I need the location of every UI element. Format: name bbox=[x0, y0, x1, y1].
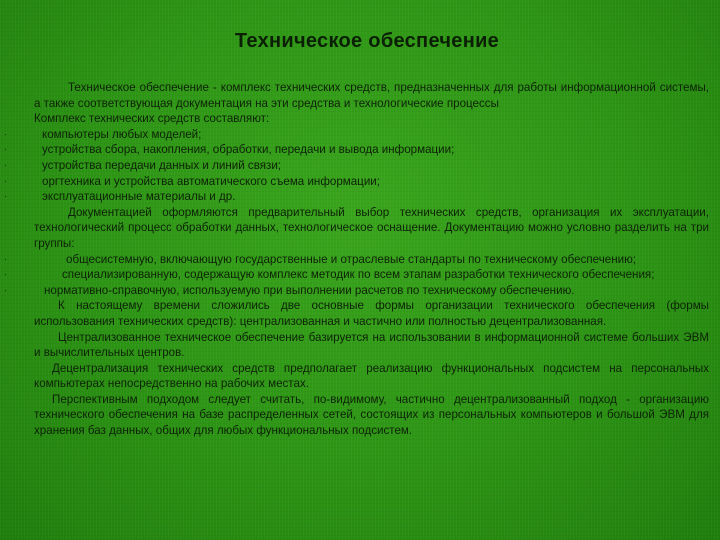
perspective-paragraph: Перспективным подходом следует считать, по-видимому, частично децентрализованный подход - организацию технического обеспечения на базе распределенных сетей, состоящих из персональных компьютеров и большой ЭВМ для хранения баз данных, общих для любых функциональных подсистем. bbox=[34, 392, 709, 438]
bullet-icon: · bbox=[4, 175, 7, 186]
complex-item-text: устройства передачи данных и линий связи; bbox=[42, 158, 282, 172]
documentation-paragraph: Документацией оформляются предварительный выбор технических средств, организация их эксплуатации, технологический процесс обработки данных, технологическое оснащение. Документацию можно условно разделить на три группы: bbox=[34, 205, 709, 250]
doc-item-text: специализированную, содержащую комплекс методик по всем этапам разработки технического обеспечения; bbox=[62, 268, 655, 282]
bullet-icon: · bbox=[4, 144, 7, 155]
complex-item bbox=[4, 158, 709, 174]
complex-item bbox=[4, 189, 709, 205]
centralized-paragraph: Централизованное техническое обеспечение базируется на использовании в информационной системе больших ЭВМ и вычислительных центров. bbox=[34, 330, 709, 360]
complex-item bbox=[4, 174, 709, 190]
bullet-icon: · bbox=[4, 191, 7, 202]
doc-item bbox=[4, 283, 709, 299]
forms-paragraph: К настоящему времени сложились две основные формы организации технического обеспечения (формы использования технических средств): централизованная и частично или полностью децентрализованная. bbox=[34, 299, 709, 328]
complex-item bbox=[4, 142, 709, 158]
complex-item bbox=[4, 127, 709, 143]
slide-body bbox=[4, 80, 709, 439]
bullet-icon: · bbox=[4, 253, 7, 264]
doc-item-text: общесистемную, включающую государственные и отраслевые стандарты по техническому обеспечению; bbox=[66, 252, 637, 266]
bullet-icon: · bbox=[4, 269, 7, 280]
slide-title: Техническое обеспечение bbox=[234, 30, 500, 52]
complex-item-text: компьютеры любых моделей; bbox=[42, 127, 202, 141]
bullet-icon: · bbox=[4, 159, 7, 170]
doc-item bbox=[4, 252, 709, 268]
complex-item-text: устройства сбора, накопления, обработки, передачи и вывода информации; bbox=[42, 143, 455, 157]
doc-item bbox=[4, 267, 709, 283]
doc-item-text: нормативно-справочную, используемую при выполнении расчетов по техническому обеспечению. bbox=[44, 283, 575, 297]
bullet-icon: · bbox=[4, 128, 7, 139]
intro-paragraph: Техническое обеспечение - комплекс технических средств, предназначенных для работы информационной системы, а также соответствующая документация на эти средства и технологические процессы bbox=[34, 81, 709, 110]
bullet-icon: · bbox=[4, 284, 7, 295]
decentralized-paragraph: Децентрализация технических средств предполагает реализацию функциональных подсистем на персональных компьютерах непосредственно на рабочих местах. bbox=[34, 361, 709, 391]
complex-item-text: эксплуатационные материалы и др. bbox=[42, 190, 236, 204]
complex-item-text: оргтехника и устройства автоматического съема информации; bbox=[42, 174, 381, 188]
complex-heading: Комплекс технических средств составляют: bbox=[34, 112, 270, 126]
